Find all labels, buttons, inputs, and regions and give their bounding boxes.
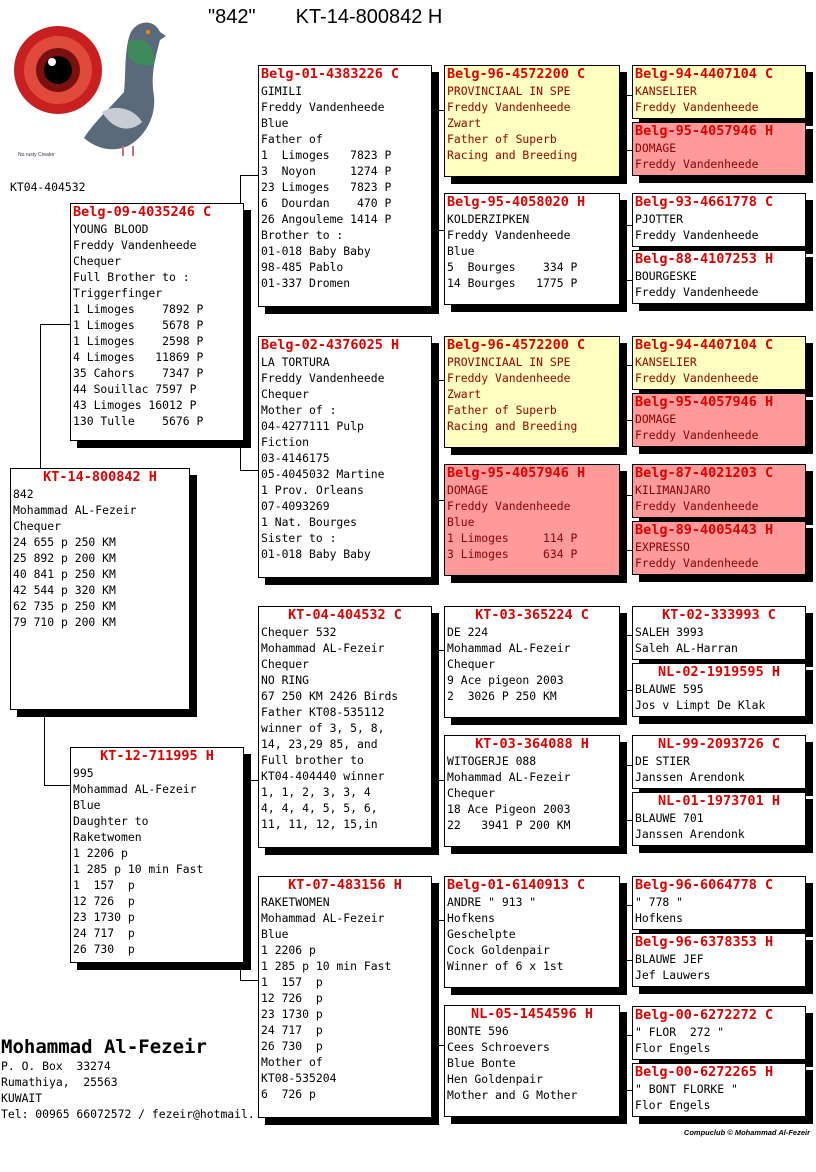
bird-details bbox=[633, 1024, 805, 1056]
detail-line: Jos v Limpt De Klak bbox=[635, 698, 766, 712]
detail-line: 14, 23,29 85, and bbox=[261, 737, 378, 751]
connector-line bbox=[40, 324, 41, 469]
detail-line: SALEH 3993 bbox=[635, 625, 704, 639]
bird-card-gen4 bbox=[444, 1005, 620, 1117]
detail-line: 01-337 Dromen bbox=[261, 276, 351, 290]
detail-line: 6 Dourdan 470 P bbox=[261, 196, 392, 210]
detail-line: 40 841 p 250 KM bbox=[13, 567, 116, 581]
connector-line bbox=[626, 225, 627, 280]
detail-line: PROVINCIAAL IN SPE bbox=[447, 355, 571, 369]
detail-line: Sister to : bbox=[261, 531, 337, 545]
bird-card-gen5 bbox=[632, 122, 806, 176]
detail-line: 26 730 p bbox=[261, 1039, 323, 1053]
detail-line: DOMAGE bbox=[447, 483, 489, 497]
detail-line: Freddy Vandenheede bbox=[73, 238, 197, 252]
detail-line: 1 Limoges 2598 P bbox=[73, 334, 204, 348]
ring-number: Belg-96-6378353 H bbox=[635, 934, 774, 950]
ring-number: KT-14-800842 H bbox=[43, 469, 157, 485]
detail-line: 12 726 p bbox=[73, 894, 135, 908]
detail-line: 1 2206 p bbox=[73, 846, 128, 860]
ring-number: KT-03-365224 C bbox=[475, 607, 589, 623]
pedigree-title bbox=[208, 6, 482, 29]
ring-number: NL-02-1919595 H bbox=[658, 664, 780, 680]
ring-number: Belg-95-4058020 H bbox=[447, 194, 586, 210]
connector-line bbox=[626, 765, 627, 820]
detail-line: Blue bbox=[261, 927, 289, 941]
connector-line bbox=[432, 230, 444, 231]
detail-line: 1 Limoges 5678 P bbox=[73, 318, 204, 332]
detail-line: Geschelpte bbox=[447, 927, 516, 941]
detail-line: 12 726 p bbox=[261, 991, 323, 1005]
bird-card-gen4 bbox=[444, 735, 620, 847]
bird-card-granddam-paternal bbox=[258, 336, 432, 578]
ring-number: KT-12-711995 H bbox=[100, 748, 214, 764]
logo-caption: No rusty Creator bbox=[18, 152, 55, 158]
detail-line: 5 Bourges 334 P bbox=[447, 260, 578, 274]
bird-details bbox=[445, 211, 619, 291]
detail-line: Mohammad AL-Fezeir bbox=[261, 641, 385, 655]
connector-line bbox=[44, 785, 70, 786]
detail-line: Mohammad AL-Fezeir bbox=[261, 911, 385, 925]
bird-details bbox=[259, 83, 431, 291]
ring-number: NL-01-1973701 H bbox=[658, 793, 780, 809]
detail-line: Full brother to bbox=[261, 753, 364, 767]
detail-line: KILIMANJARO bbox=[635, 483, 711, 497]
ring-number: Belg-93-4661778 C bbox=[635, 194, 774, 210]
detail-line: RAKETWOMEN bbox=[261, 895, 330, 909]
ring-number: Belg-09-4035246 C bbox=[73, 204, 212, 220]
bird-card-gen5 bbox=[632, 735, 806, 789]
detail-line: Cees Schroevers bbox=[447, 1040, 550, 1054]
detail-line: NO RING bbox=[261, 673, 310, 687]
connector-line bbox=[240, 175, 258, 176]
bird-card-gen5 bbox=[632, 792, 806, 846]
detail-line: Mother of : bbox=[261, 403, 337, 417]
bird-card-grandsire-maternal bbox=[258, 606, 432, 848]
ring-number: Belg-01-4383226 C bbox=[261, 66, 400, 82]
detail-line: Flor Engels bbox=[635, 1098, 711, 1112]
bird-details bbox=[633, 268, 805, 300]
detail-line: Chequer bbox=[261, 657, 310, 671]
ring-number: Belg-96-6064778 C bbox=[635, 877, 774, 893]
detail-line: Blue bbox=[261, 116, 289, 130]
bird-details bbox=[633, 411, 805, 443]
owner-address-line: KUWAIT bbox=[1, 1091, 43, 1105]
detail-line: 4 Limoges 11869 P bbox=[73, 350, 204, 364]
bird-details bbox=[259, 624, 431, 832]
ring-number: Belg-94-4407104 C bbox=[635, 66, 774, 82]
connector-line bbox=[626, 365, 627, 420]
detail-line: 130 Tulle 5676 P bbox=[73, 414, 204, 428]
connector-line bbox=[626, 635, 627, 690]
bird-details bbox=[445, 83, 619, 163]
ring-number: Belg-94-4407104 C bbox=[635, 337, 774, 353]
detail-line: BOURGESKE bbox=[635, 269, 697, 283]
detail-line: DE 224 bbox=[447, 625, 489, 639]
detail-line: 995 bbox=[73, 766, 94, 780]
detail-line: 44 Souillac 7597 P bbox=[73, 382, 197, 396]
detail-line: KT08-535204 bbox=[261, 1071, 337, 1085]
detail-line: Mohammad AL-Fezeir bbox=[13, 503, 137, 517]
detail-line: 1 157 p bbox=[73, 878, 135, 892]
ring-number: Belg-95-4057946 H bbox=[447, 465, 586, 481]
bird-card-gen5 bbox=[632, 1063, 806, 1117]
bird-card-gen5 bbox=[632, 1006, 806, 1060]
pigeon-name: "842" bbox=[208, 6, 256, 28]
ring-number: Belg-95-4057946 H bbox=[635, 394, 774, 410]
detail-line: Hen Goldenpair bbox=[447, 1072, 544, 1086]
bird-details bbox=[633, 354, 805, 386]
detail-line: 1 Limoges 7823 P bbox=[261, 148, 392, 162]
bird-card-gen4 bbox=[444, 606, 620, 718]
connector-line bbox=[432, 920, 444, 921]
detail-line: PROVINCIAAL IN SPE bbox=[447, 84, 571, 98]
ring-number: KT-02-333993 C bbox=[662, 607, 776, 623]
ring-number: Belg-89-4005443 H bbox=[635, 522, 774, 538]
connector-line bbox=[626, 495, 627, 550]
bird-details bbox=[71, 221, 243, 429]
detail-line: Winner of 6 x 1st bbox=[447, 959, 564, 973]
connector-line bbox=[432, 110, 444, 111]
detail-line: 98-485 Pablo bbox=[261, 260, 344, 274]
detail-line: 01-018 Baby Baby bbox=[261, 244, 371, 258]
detail-line: 26 Angouleme 1414 P bbox=[261, 212, 392, 226]
detail-line: Father KT08-535112 bbox=[261, 705, 385, 719]
bird-details bbox=[633, 140, 805, 172]
ring-number: Belg-88-4107253 H bbox=[635, 251, 774, 267]
detail-line: Blue bbox=[73, 798, 101, 812]
logo-ring: KT04-404532 bbox=[10, 180, 86, 194]
bird-card-gen5 bbox=[632, 933, 806, 987]
detail-line: WITOGERJE 088 bbox=[447, 754, 537, 768]
detail-line: 04-4277111 Pulp bbox=[261, 419, 364, 433]
detail-line: 1 Nat. Bourges bbox=[261, 515, 358, 529]
detail-line: 05-4045032 Martine bbox=[261, 467, 385, 481]
detail-line: 43 Limoges 16012 P bbox=[73, 398, 197, 412]
bird-card-granddam-maternal bbox=[258, 876, 432, 1118]
detail-line: Daughter to bbox=[73, 814, 149, 828]
detail-line: 26 730 p bbox=[73, 942, 135, 956]
bird-details bbox=[633, 681, 805, 713]
detail-line: Freddy Vandenheede bbox=[261, 371, 385, 385]
detail-line: Janssen Arendonk bbox=[635, 770, 745, 784]
bird-card-gen5 bbox=[632, 464, 806, 518]
bird-details bbox=[445, 753, 619, 833]
detail-line: 67 250 KM 2426 Birds bbox=[261, 689, 399, 703]
detail-line: 42 544 p 320 KM bbox=[13, 583, 116, 597]
detail-line: " 778 " bbox=[635, 895, 684, 909]
detail-line: Zwart bbox=[447, 387, 482, 401]
detail-line: 14 Bourges 1775 P bbox=[447, 276, 578, 290]
detail-line: Full Brother to : bbox=[73, 270, 190, 284]
detail-line: 18 Ace Pigeon 2003 bbox=[447, 802, 571, 816]
detail-line: 24 717 p bbox=[73, 926, 135, 940]
detail-line: Father of bbox=[261, 132, 323, 146]
ring-number: Belg-01-6140913 C bbox=[447, 877, 586, 893]
detail-line: 23 1730 p bbox=[261, 1007, 323, 1021]
connector-line bbox=[240, 175, 241, 205]
connector-line bbox=[44, 715, 45, 785]
bird-details bbox=[633, 951, 805, 983]
ring-number: Belg-96-4572200 C bbox=[447, 66, 586, 82]
detail-line: GIMILI bbox=[261, 84, 303, 98]
detail-line: KANSELIER bbox=[635, 84, 697, 98]
detail-line: Triggerfinger bbox=[73, 286, 163, 300]
detail-line: 1 Prov. Orleans bbox=[261, 483, 364, 497]
detail-line: 9 Ace pigeon 2003 bbox=[447, 673, 564, 687]
detail-line: 1, 1, 2, 3, 3, 4 bbox=[261, 785, 371, 799]
bird-details bbox=[633, 624, 805, 656]
detail-line: Freddy Vandenheede bbox=[635, 499, 759, 513]
detail-line: Freddy Vandenheede bbox=[447, 499, 571, 513]
detail-line: 1 285 p 10 min Fast bbox=[261, 959, 392, 973]
owner-name: Mohammad Al-Fezeir bbox=[1, 1036, 207, 1058]
ring-number: KT-03-364088 H bbox=[475, 736, 589, 752]
detail-line: Mohammad AL-Fezeir bbox=[73, 782, 197, 796]
detail-line: Fiction bbox=[261, 435, 310, 449]
detail-line: Chequer bbox=[447, 657, 496, 671]
detail-line: Zwart bbox=[447, 116, 482, 130]
bird-card-gen5 bbox=[632, 193, 806, 247]
detail-line: 1 Limoges 114 P bbox=[447, 531, 578, 545]
detail-line: 79 710 p 200 KM bbox=[13, 615, 116, 629]
detail-line: Freddy Vandenheede bbox=[635, 428, 759, 442]
detail-line: Mother of bbox=[261, 1055, 323, 1069]
detail-line: 3 Limoges 634 P bbox=[447, 547, 578, 561]
detail-line: LA TORTURA bbox=[261, 355, 330, 369]
detail-line: 11, 11, 12, 15,in bbox=[261, 817, 378, 831]
detail-line: 35 Cahors 7347 P bbox=[73, 366, 204, 380]
detail-line: 1 157 p bbox=[261, 975, 323, 989]
detail-line: Freddy Vandenheede bbox=[635, 100, 759, 114]
bird-details bbox=[633, 894, 805, 926]
detail-line: Raketwomen bbox=[73, 830, 142, 844]
detail-line: 23 Limoges 7823 P bbox=[261, 180, 392, 194]
ring-number: Belg-95-4057946 H bbox=[635, 123, 774, 139]
detail-line: Father of Superb bbox=[447, 132, 557, 146]
detail-line: winner of 3, 5, 8, bbox=[261, 721, 385, 735]
bird-details bbox=[71, 765, 243, 957]
detail-line: 23 1730 p bbox=[73, 910, 135, 924]
connector-line bbox=[240, 440, 241, 470]
ring-number: KT-04-404532 C bbox=[288, 607, 402, 623]
detail-line: Chequer bbox=[261, 387, 310, 401]
detail-line: KOLDERZIPKEN bbox=[447, 212, 530, 226]
connector-line bbox=[432, 500, 444, 501]
detail-line: Father of Superb bbox=[447, 403, 557, 417]
owner-address-line: P. O. Box 33274 bbox=[1, 1059, 111, 1073]
detail-line: Chequer bbox=[447, 786, 496, 800]
detail-line: 4, 4, 4, 5, 5, 6, bbox=[261, 801, 378, 815]
detail-line: Freddy Vandenheede bbox=[635, 157, 759, 171]
detail-line: BLAUWE 701 bbox=[635, 811, 704, 825]
connector-line bbox=[240, 980, 258, 981]
bird-card-gen4 bbox=[444, 336, 620, 448]
ring-number: Belg-96-4572200 C bbox=[447, 337, 586, 353]
detail-line: 3 Noyon 1274 P bbox=[261, 164, 392, 178]
detail-line: Racing and Breeding bbox=[447, 419, 578, 433]
bird-details bbox=[445, 624, 619, 704]
detail-line: DOMAGE bbox=[635, 412, 677, 426]
bird-details bbox=[445, 482, 619, 562]
detail-line: Racing and Breeding bbox=[447, 148, 578, 162]
detail-line: 01-018 Baby Baby bbox=[261, 547, 371, 561]
ring-number: Belg-00-6272272 C bbox=[635, 1007, 774, 1023]
bird-card-sire bbox=[70, 203, 244, 441]
bird-card-gen4 bbox=[444, 464, 620, 576]
detail-line: 2 3026 P 250 KM bbox=[447, 689, 557, 703]
detail-line: Freddy Vandenheede bbox=[635, 556, 759, 570]
ring-number: NL-05-1454596 H bbox=[471, 1006, 593, 1022]
detail-line: Hofkens bbox=[447, 911, 496, 925]
detail-line: " FLOR 272 " bbox=[635, 1025, 725, 1039]
detail-line: 1 285 p 10 min Fast bbox=[73, 862, 204, 876]
bird-details bbox=[633, 810, 805, 842]
connector-line bbox=[432, 780, 444, 781]
bird-card-dam bbox=[70, 747, 244, 963]
detail-line: " BONT FLORKE " bbox=[635, 1082, 738, 1096]
bird-card-gen4 bbox=[444, 193, 620, 305]
detail-line: 22 3941 P 200 KM bbox=[447, 818, 571, 832]
detail-line: Freddy Vandenheede bbox=[635, 371, 759, 385]
detail-line: Freddy Vandenheede bbox=[261, 100, 385, 114]
bird-details bbox=[11, 486, 189, 630]
connector-line bbox=[432, 650, 444, 651]
ring-number: Belg-00-6272265 H bbox=[635, 1064, 774, 1080]
bird-card-gen5 bbox=[632, 876, 806, 930]
ring-number: Belg-87-4021203 C bbox=[635, 465, 774, 481]
pigeon-with-eye-icon bbox=[14, 12, 174, 162]
ring-number: Belg-02-4376025 H bbox=[261, 337, 400, 353]
detail-line: Chequer bbox=[13, 519, 62, 533]
bird-details bbox=[633, 1081, 805, 1113]
bird-details bbox=[445, 894, 619, 974]
bird-card-gen4 bbox=[444, 876, 620, 988]
detail-line: 1 Limoges 7892 P bbox=[73, 302, 204, 316]
connector-line bbox=[626, 905, 627, 960]
bird-details bbox=[633, 482, 805, 514]
detail-line: Blue Bonte bbox=[447, 1056, 516, 1070]
bird-details bbox=[445, 354, 619, 434]
detail-line: Flor Engels bbox=[635, 1041, 711, 1055]
detail-line: 24 717 p bbox=[261, 1023, 323, 1037]
detail-line: 1 2206 p bbox=[261, 943, 316, 957]
bird-card-gen4 bbox=[444, 65, 620, 177]
detail-line: Hofkens bbox=[635, 911, 684, 925]
detail-line: DOMAGE bbox=[635, 141, 677, 155]
detail-line: Saleh AL-Harran bbox=[635, 641, 738, 655]
detail-line: Freddy Vandenheede bbox=[635, 228, 759, 242]
detail-line: Freddy Vandenheede bbox=[447, 371, 571, 385]
detail-line: BLAUWE 595 bbox=[635, 682, 704, 696]
detail-line: 07-4093269 bbox=[261, 499, 330, 513]
detail-line: ANDRE " 913 " bbox=[447, 895, 537, 909]
connector-line bbox=[432, 650, 433, 780]
detail-line: Cock Goldenpair bbox=[447, 943, 550, 957]
ring-number: NL-99-2093726 C bbox=[658, 736, 780, 752]
detail-line: PJOTTER bbox=[635, 212, 684, 226]
bird-card-gen5 bbox=[632, 65, 806, 119]
connector-line bbox=[432, 110, 433, 230]
detail-line: DE STIER bbox=[635, 754, 690, 768]
connector-line bbox=[432, 1045, 444, 1046]
bird-card-gen5 bbox=[632, 393, 806, 447]
detail-line: Mohammad AL-Fezeir bbox=[447, 770, 571, 784]
detail-line: 6 726 p bbox=[261, 1087, 316, 1101]
bird-card-gen5 bbox=[632, 521, 806, 575]
detail-line: 25 892 p 200 KM bbox=[13, 551, 116, 565]
detail-line: KANSELIER bbox=[635, 355, 697, 369]
detail-line: Freddy Vandenheede bbox=[447, 100, 571, 114]
detail-line: 62 735 p 250 KM bbox=[13, 599, 116, 613]
connector-line bbox=[40, 324, 70, 325]
bird-card-gen5 bbox=[632, 336, 806, 390]
bird-details bbox=[633, 539, 805, 571]
bird-details bbox=[259, 894, 431, 1102]
owner-phone-email: Tel: 00965 66072572 / fezeir@hotmail. bbox=[1, 1107, 255, 1121]
connector-line bbox=[432, 380, 433, 500]
detail-line: YOUNG BLOOD bbox=[73, 222, 149, 236]
bird-card-gen5 bbox=[632, 606, 806, 660]
connector-line bbox=[626, 1035, 627, 1090]
pigeon-ring: KT-14-800842 H bbox=[295, 6, 443, 28]
detail-line: Freddy Vandenheede bbox=[447, 228, 571, 242]
detail-line: Blue bbox=[447, 244, 475, 258]
bird-card-grandsire-paternal bbox=[258, 65, 432, 307]
detail-line: 03-4146175 bbox=[261, 451, 330, 465]
bird-details bbox=[445, 1023, 619, 1103]
detail-line: Brother to : bbox=[261, 228, 344, 242]
detail-line: BONTE 596 bbox=[447, 1024, 509, 1038]
owner-contact bbox=[1, 1036, 255, 1122]
footer-credit: Compuclub © Mohammad Al-Fezeir bbox=[683, 1128, 810, 1137]
detail-line: Mother and G Mother bbox=[447, 1088, 578, 1102]
owner-address-line: Rumathiya, 25563 bbox=[1, 1075, 118, 1089]
detail-line: Freddy Vandenheede bbox=[635, 285, 759, 299]
connector-line bbox=[432, 920, 433, 1045]
bird-card-subject bbox=[10, 468, 190, 710]
connector-line bbox=[240, 470, 258, 471]
detail-line: Chequer bbox=[73, 254, 122, 268]
connector-line bbox=[626, 95, 627, 150]
detail-line: Mohammad AL-Fezeir bbox=[447, 641, 571, 655]
detail-line: Chequer 532 bbox=[261, 625, 337, 639]
bird-details bbox=[633, 211, 805, 243]
bird-details bbox=[259, 354, 431, 562]
ring-number: KT-07-483156 H bbox=[288, 877, 402, 893]
detail-line: Janssen Arendonk bbox=[635, 827, 745, 841]
bird-details bbox=[633, 83, 805, 115]
bird-card-gen5 bbox=[632, 250, 806, 304]
detail-line: BLAUWE JEF bbox=[635, 952, 704, 966]
detail-line: EXPRESSO bbox=[635, 540, 690, 554]
connector-line bbox=[432, 380, 444, 381]
detail-line: 842 bbox=[13, 487, 34, 501]
detail-line: KT04-404440 winner bbox=[261, 769, 385, 783]
bird-card-gen5 bbox=[632, 663, 806, 717]
detail-line: Jef Lauwers bbox=[635, 968, 711, 982]
detail-line: Blue bbox=[447, 515, 475, 529]
detail-line: 24 655 p 250 KM bbox=[13, 535, 116, 549]
bird-details bbox=[633, 753, 805, 785]
